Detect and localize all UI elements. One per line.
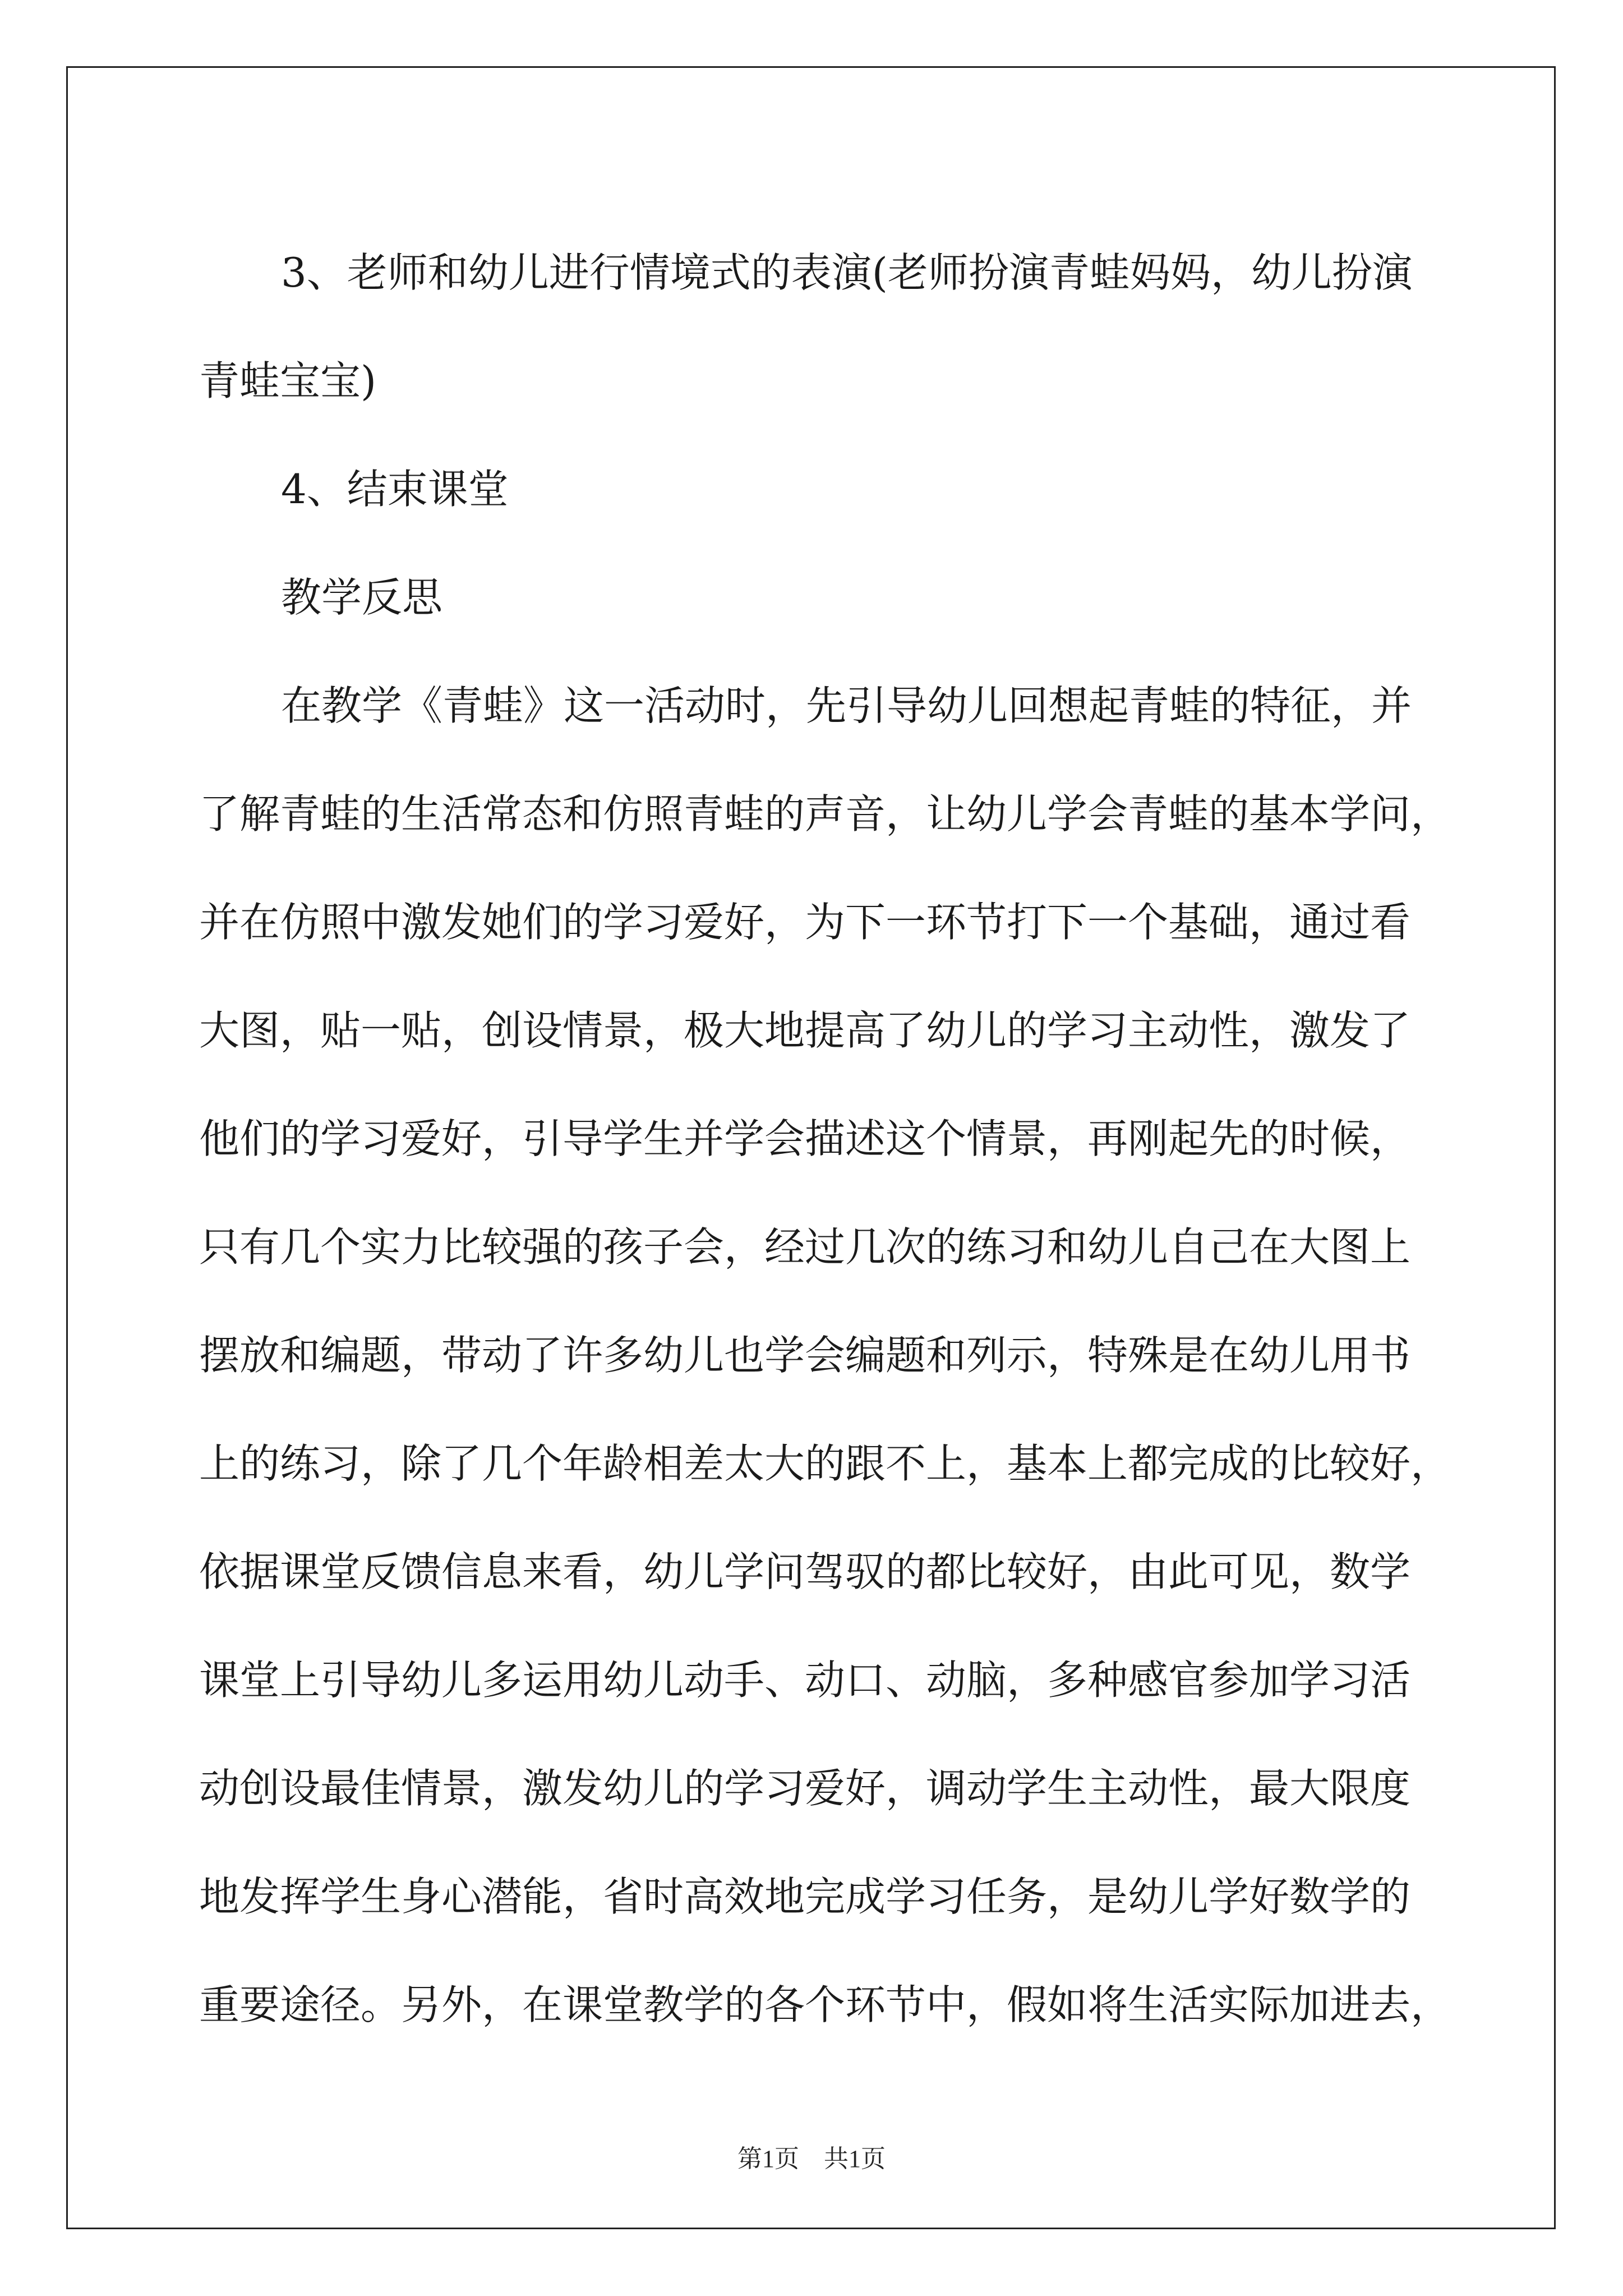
section-heading: 教学反思 [281, 574, 443, 621]
text-line: 了解青蛙的生活常态和仿照青蛙的声音，让幼儿学会青蛙的基本学问， [199, 790, 1451, 838]
text-line: 3、老师和幼儿进行情境式的表演(老师扮演青蛙妈妈，幼儿扮演 [281, 249, 1413, 296]
page-number: 第1页 共1页 [737, 2145, 886, 2173]
text-line: 他们的学习爱好，引导学生并学会描述这个情景，再刚起先的时候， [199, 1115, 1411, 1162]
text-line: 重要途径。另外，在课堂教学的各个环节中，假如将生活实际加进去， [199, 1981, 1451, 2028]
text-line: 在教学《青蛙》这一活动时，先引导幼儿回想起青蛙的特征，并 [281, 682, 1412, 729]
text-line: 青蛙宝宝) [199, 357, 377, 404]
text-line: 地发挥学生身心潜能，省时高效地完成学习任务，是幼儿学好数学的 [199, 1873, 1411, 1920]
document-body [199, 219, 1451, 2059]
text-line: 依据课堂反馈信息来看，幼儿学问驾驭的都比较好，由此可见，数学 [199, 1548, 1411, 1595]
text-line: 动创设最佳情景，激发幼儿的学习爱好，调动学生主动性，最大限度 [199, 1765, 1411, 1812]
text-line: 上的练习，除了几个年龄相差太大的跟不上，基本上都完成的比较好， [199, 1440, 1451, 1487]
text-line: 只有几个实力比较强的孩子会，经过几次的练习和幼儿自己在大图上 [199, 1223, 1411, 1271]
text-line: 课堂上引导幼儿多运用幼儿动手、动口、动脑，多种感官参加学习活 [199, 1657, 1411, 1704]
text-line: 并在仿照中激发她们的学习爱好，为下一环节打下一个基础，通过看 [199, 899, 1411, 946]
text-line: 摆放和编题，带动了许多幼儿也学会编题和列示，特殊是在幼儿用书 [199, 1332, 1411, 1379]
text-line: 4、结束课堂 [281, 466, 509, 513]
text-line: 大图，贴一贴，创设情景，极大地提高了幼儿的学习主动性，激发了 [199, 1007, 1411, 1054]
